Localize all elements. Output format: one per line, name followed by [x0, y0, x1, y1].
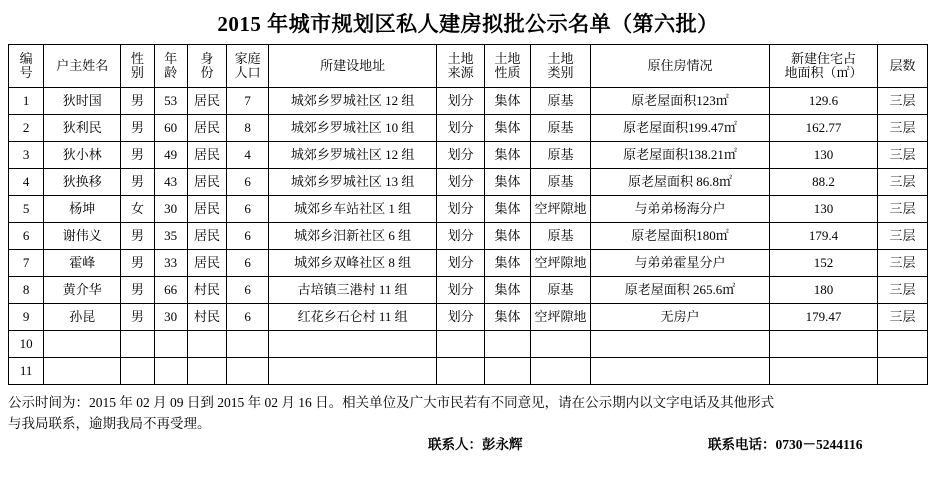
notice-period-text: 公示时间为：2015 年 02 月 09 日到 2015 年 02 月 16 日。相关单位及广大市民若有不同意见，请在公示期内以文字电话及其他形式: [8, 395, 775, 410]
cell-gender: 男: [121, 142, 154, 169]
cell-name: 孙昆: [44, 304, 121, 331]
notice-period-text-cont: 与我局联系，逾期我局不再受理。: [8, 415, 211, 431]
cell-land-type: 空坪隙地: [530, 196, 590, 223]
cell-family-size: 8: [227, 115, 269, 142]
cell-land-nature: 集体: [485, 196, 531, 223]
cell-address: 红花乡石仑村 11 组: [268, 304, 436, 331]
table-row: [9, 169, 928, 196]
header-land-source-line1: 土地: [447, 51, 474, 67]
cell-land-type: 空坪隙地: [530, 304, 590, 331]
cell-new-area: 130: [769, 196, 877, 223]
cell-address: 城郊乡罗城社区 13 组: [268, 169, 436, 196]
header-family-size-line1: 家庭: [234, 51, 261, 67]
cell-address: 城郊乡罗城社区 12 组: [268, 88, 436, 115]
cell-no: 1: [9, 88, 44, 115]
header-gender: [121, 45, 154, 88]
cell-no: 10: [9, 331, 44, 358]
cell-gender: 女: [121, 196, 154, 223]
cell-land-type: 原基: [530, 169, 590, 196]
cell-gender: 男: [121, 88, 154, 115]
cell-name: 杨坤: [44, 196, 121, 223]
header-name: [44, 45, 121, 88]
notice-footer: [8, 393, 928, 455]
cell-land-type: 原基: [530, 223, 590, 250]
cell-address: 城郊乡车站社区 1 组: [268, 196, 436, 223]
cell-housing: [591, 331, 770, 358]
cell-family-size: 6: [227, 250, 269, 277]
header-land-type-line1: 土地: [547, 51, 574, 67]
cell-address: 城郊乡汨新社区 6 组: [268, 223, 436, 250]
cell-land-source: 划分: [437, 169, 485, 196]
cell-land-nature: 集体: [485, 304, 531, 331]
cell-floors: 三层: [878, 223, 928, 250]
cell-name: 狄时国: [44, 88, 121, 115]
cell-floors: 三层: [878, 304, 928, 331]
cell-land-type: 空坪隙地: [530, 250, 590, 277]
cell-new-area: 88.2: [769, 169, 877, 196]
header-no-line2: 号: [19, 65, 33, 80]
cell-gender: 男: [121, 304, 154, 331]
cell-family-size: 4: [227, 142, 269, 169]
cell-no: 7: [9, 250, 44, 277]
cell-land-nature: 集体: [485, 142, 531, 169]
cell-gender: 男: [121, 115, 154, 142]
header-new-area-line2: 地面积（㎡）: [784, 65, 863, 80]
cell-name: 狄换移: [44, 169, 121, 196]
table-row: [9, 277, 928, 304]
cell-no: 3: [9, 142, 44, 169]
cell-address: 古培镇三港村 11 组: [268, 277, 436, 304]
cell-address: 城郊乡双峰社区 8 组: [268, 250, 436, 277]
cell-age: 43: [154, 169, 187, 196]
cell-age: 49: [154, 142, 187, 169]
header-identity-line1: 身: [200, 51, 214, 67]
cell-name: 霍峰: [44, 250, 121, 277]
header-age-line2: 龄: [164, 65, 178, 80]
cell-identity: 居民: [187, 223, 227, 250]
cell-new-area: [769, 358, 877, 385]
table-header-row: [9, 45, 928, 88]
header-land-source: [437, 45, 485, 88]
cell-identity: 村民: [187, 277, 227, 304]
cell-housing: 原老屋面积123㎡: [591, 88, 770, 115]
header-land-nature-line1: 土地: [494, 51, 521, 67]
header-new-area-line1: 新建住宅占: [790, 51, 856, 67]
cell-land-source: 划分: [437, 277, 485, 304]
cell-land-nature: [485, 331, 531, 358]
table-row: [9, 304, 928, 331]
header-family-size: [227, 45, 269, 88]
cell-land-source: 划分: [437, 304, 485, 331]
cell-age: 35: [154, 223, 187, 250]
cell-family-size: [227, 331, 269, 358]
header-identity-line2: 份: [200, 65, 214, 80]
cell-family-size: 6: [227, 169, 269, 196]
cell-no: 5: [9, 196, 44, 223]
cell-land-nature: 集体: [485, 169, 531, 196]
cell-housing: 原老屋面积 265.6㎡: [591, 277, 770, 304]
cell-no: 9: [9, 304, 44, 331]
cell-identity: [187, 331, 227, 358]
cell-gender: 男: [121, 250, 154, 277]
cell-age: [154, 358, 187, 385]
applicants-table: [8, 44, 928, 385]
cell-land-source: [437, 358, 485, 385]
table-row: [9, 250, 928, 277]
cell-land-type: 原基: [530, 115, 590, 142]
cell-name: [44, 331, 121, 358]
cell-land-type: [530, 358, 590, 385]
header-land-type: [530, 45, 590, 88]
cell-identity: 居民: [187, 88, 227, 115]
table-row: [9, 115, 928, 142]
page-title: 2015 年城市规划区私人建房拟批公示名单（第六批）: [217, 12, 719, 36]
cell-identity: 居民: [187, 142, 227, 169]
cell-no: 11: [9, 358, 44, 385]
cell-family-size: 6: [227, 223, 269, 250]
cell-family-size: 6: [227, 277, 269, 304]
table-row: [9, 88, 928, 115]
table-row: [9, 223, 928, 250]
cell-name: 谢伟义: [44, 223, 121, 250]
cell-land-source: 划分: [437, 250, 485, 277]
header-floors: [878, 45, 928, 88]
cell-land-type: 原基: [530, 142, 590, 169]
header-no: [9, 45, 44, 88]
cell-land-source: 划分: [437, 223, 485, 250]
cell-housing: 原老屋面积180㎡: [591, 223, 770, 250]
cell-name: [44, 358, 121, 385]
table-row: [9, 196, 928, 223]
header-gender-line2: 别: [130, 65, 144, 80]
cell-land-nature: 集体: [485, 250, 531, 277]
cell-floors: 三层: [878, 142, 928, 169]
cell-identity: 居民: [187, 196, 227, 223]
header-housing-line1: 原住房情况: [647, 58, 713, 74]
cell-family-size: [227, 358, 269, 385]
cell-age: 66: [154, 277, 187, 304]
cell-new-area: 162.77: [769, 115, 877, 142]
cell-floors: 三层: [878, 196, 928, 223]
cell-age: [154, 331, 187, 358]
header-land-nature: [485, 45, 531, 88]
cell-housing: 与弟弟霍星分户: [591, 250, 770, 277]
cell-new-area: 129.6: [769, 88, 877, 115]
header-land-source-line2: 来源: [447, 65, 474, 80]
header-gender-line1: 性: [130, 51, 144, 67]
cell-land-nature: 集体: [485, 115, 531, 142]
cell-no: 8: [9, 277, 44, 304]
cell-family-size: 6: [227, 196, 269, 223]
cell-family-size: 7: [227, 88, 269, 115]
header-family-size-line2: 人口: [234, 65, 261, 80]
cell-gender: 男: [121, 223, 154, 250]
cell-gender: 男: [121, 277, 154, 304]
cell-name: 狄小林: [44, 142, 121, 169]
cell-land-source: 划分: [437, 196, 485, 223]
cell-gender: 男: [121, 169, 154, 196]
cell-age: 30: [154, 196, 187, 223]
cell-floors: 三层: [878, 169, 928, 196]
cell-identity: 居民: [187, 250, 227, 277]
cell-land-source: 划分: [437, 142, 485, 169]
cell-housing: 无房户: [591, 304, 770, 331]
header-land-nature-line2: 性质: [494, 65, 521, 80]
cell-new-area: 180: [769, 277, 877, 304]
cell-floors: [878, 358, 928, 385]
cell-land-source: 划分: [437, 115, 485, 142]
contact-person: 联系人：彭永辉: [428, 436, 523, 452]
cell-land-type: 原基: [530, 88, 590, 115]
cell-floors: 三层: [878, 250, 928, 277]
cell-land-type: [530, 331, 590, 358]
table-body: [9, 88, 928, 385]
cell-new-area: 179.4: [769, 223, 877, 250]
cell-housing: [591, 358, 770, 385]
header-housing: [591, 45, 770, 88]
cell-housing: 与弟弟杨海分户: [591, 196, 770, 223]
cell-age: 53: [154, 88, 187, 115]
cell-floors: [878, 331, 928, 358]
header-address: [268, 45, 436, 88]
header-identity: [187, 45, 227, 88]
cell-family-size: 6: [227, 304, 269, 331]
cell-gender: [121, 331, 154, 358]
cell-land-nature: 集体: [485, 88, 531, 115]
table-row: [9, 358, 928, 385]
cell-land-nature: 集体: [485, 277, 531, 304]
table-row: [9, 142, 928, 169]
cell-name: 黄介华: [44, 277, 121, 304]
cell-address: [268, 331, 436, 358]
cell-gender: [121, 358, 154, 385]
cell-new-area: 179.47: [769, 304, 877, 331]
cell-land-type: 原基: [530, 277, 590, 304]
cell-name: 狄利民: [44, 115, 121, 142]
cell-age: 30: [154, 304, 187, 331]
cell-identity: [187, 358, 227, 385]
contact-phone: 联系电话：0730－5244116: [708, 436, 863, 452]
cell-housing: 原老屋面积 86.8㎡: [591, 169, 770, 196]
cell-address: 城郊乡罗城社区 10 组: [268, 115, 436, 142]
header-age: [154, 45, 187, 88]
cell-land-nature: [485, 358, 531, 385]
cell-new-area: [769, 331, 877, 358]
table-row: [9, 331, 928, 358]
cell-address: [268, 358, 436, 385]
cell-floors: 三层: [878, 115, 928, 142]
cell-address: 城郊乡罗城社区 12 组: [268, 142, 436, 169]
cell-land-nature: 集体: [485, 223, 531, 250]
cell-land-source: [437, 331, 485, 358]
cell-age: 33: [154, 250, 187, 277]
cell-floors: 三层: [878, 277, 928, 304]
cell-identity: 村民: [187, 304, 227, 331]
header-address-line1: 所建设地址: [320, 58, 386, 74]
header-name-line1: 户主姓名: [56, 58, 109, 74]
cell-no: 2: [9, 115, 44, 142]
cell-age: 60: [154, 115, 187, 142]
cell-housing: 原老屋面积199.47㎡: [591, 115, 770, 142]
header-age-line1: 年: [164, 51, 178, 67]
header-land-type-line2: 类别: [547, 65, 574, 80]
cell-floors: 三层: [878, 88, 928, 115]
cell-housing: 原老屋面积138.21㎡: [591, 142, 770, 169]
cell-identity: 居民: [187, 169, 227, 196]
cell-new-area: 152: [769, 250, 877, 277]
cell-no: 6: [9, 223, 44, 250]
cell-no: 4: [9, 169, 44, 196]
header-new-area: [769, 45, 877, 88]
header-floors-line1: 层数: [889, 58, 916, 74]
cell-new-area: 130: [769, 142, 877, 169]
contact-line: [8, 435, 928, 455]
cell-land-source: 划分: [437, 88, 485, 115]
header-no-line1: 编: [19, 51, 33, 67]
cell-identity: 居民: [187, 115, 227, 142]
